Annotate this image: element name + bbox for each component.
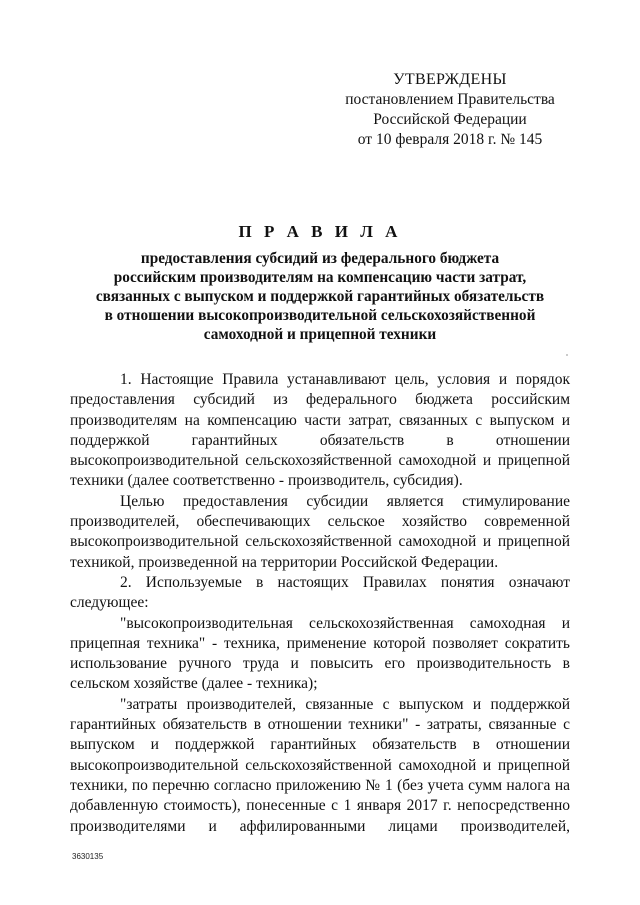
subtitle-line: связанных с выпуском и поддержкой гарантийных обязательств (95, 288, 545, 305)
paragraph: 1. Настоящие Правила устанавливают цель, условия и порядок предоставления субсидий из федерального бюджета российским производителям на компенсацию части затрат, связанных с выпуском и поддержкой гарантийных обязательств в отношении высокопроизводительной сельскохозяйственной самоходной и прицепной техники (далее соответственно - производитель, субсидия). (70, 371, 570, 490)
approval-heading: УТВЕРЖДЕНЫ (393, 71, 507, 88)
approval-line: Российской Федерации (373, 111, 527, 128)
paragraph: 2. Используемые в настоящих Правилах понятия означают следующее: (70, 573, 570, 612)
document-title: П Р А В И Л А (238, 222, 402, 241)
paragraph: "затраты производителей, связанные с выпуском и поддержкой гарантийных обязательств в отношении техники" - затраты, связанные с выпуском и поддержкой гарантийных обязательств в отношении высокопроизводительной сельскохозяйственной самоходной и прицепной техники, по перечню согласно приложению № 1 (без учета сумм налога на добавленную стоимость), понесенные с 1 января 2017 г. непосредственно производителями и аффилированными лицами производителей, (70, 695, 570, 835)
document-code: 3630135 (72, 852, 104, 861)
paragraph: "высокопроизводительная сельскохозяйственная самоходная и прицепная техника" - техника, применение которой позволяет сократить использование ручного труда и повысить его производительность в сельском хозяйстве (далее - техника); (70, 614, 570, 693)
document-body (70, 370, 570, 837)
scan-speck (566, 354, 568, 356)
approval-block (330, 70, 570, 150)
paragraph: Целью предоставления субсидии является стимулирование производителей, обеспечивающих сельское хозяйство современной высокопроизводительной сельскохозяйственной самоходной и прицепной техникой, произведенной на территории Российской Федерации. (70, 492, 570, 571)
subtitle-line: российским производителям на компенсацию части затрат, (113, 269, 527, 286)
document-subtitle (90, 249, 550, 344)
approval-date-number: от 10 февраля 2018 г. № 145 (357, 131, 543, 148)
subtitle-line: в отношении высокопроизводительной сельскохозяйственной (104, 307, 536, 324)
subtitle-line: самоходной и прицепной техники (203, 326, 437, 343)
approval-line: постановлением Правительства (345, 91, 555, 108)
subtitle-line: предоставления субсидий из федерального бюджета (140, 250, 500, 267)
